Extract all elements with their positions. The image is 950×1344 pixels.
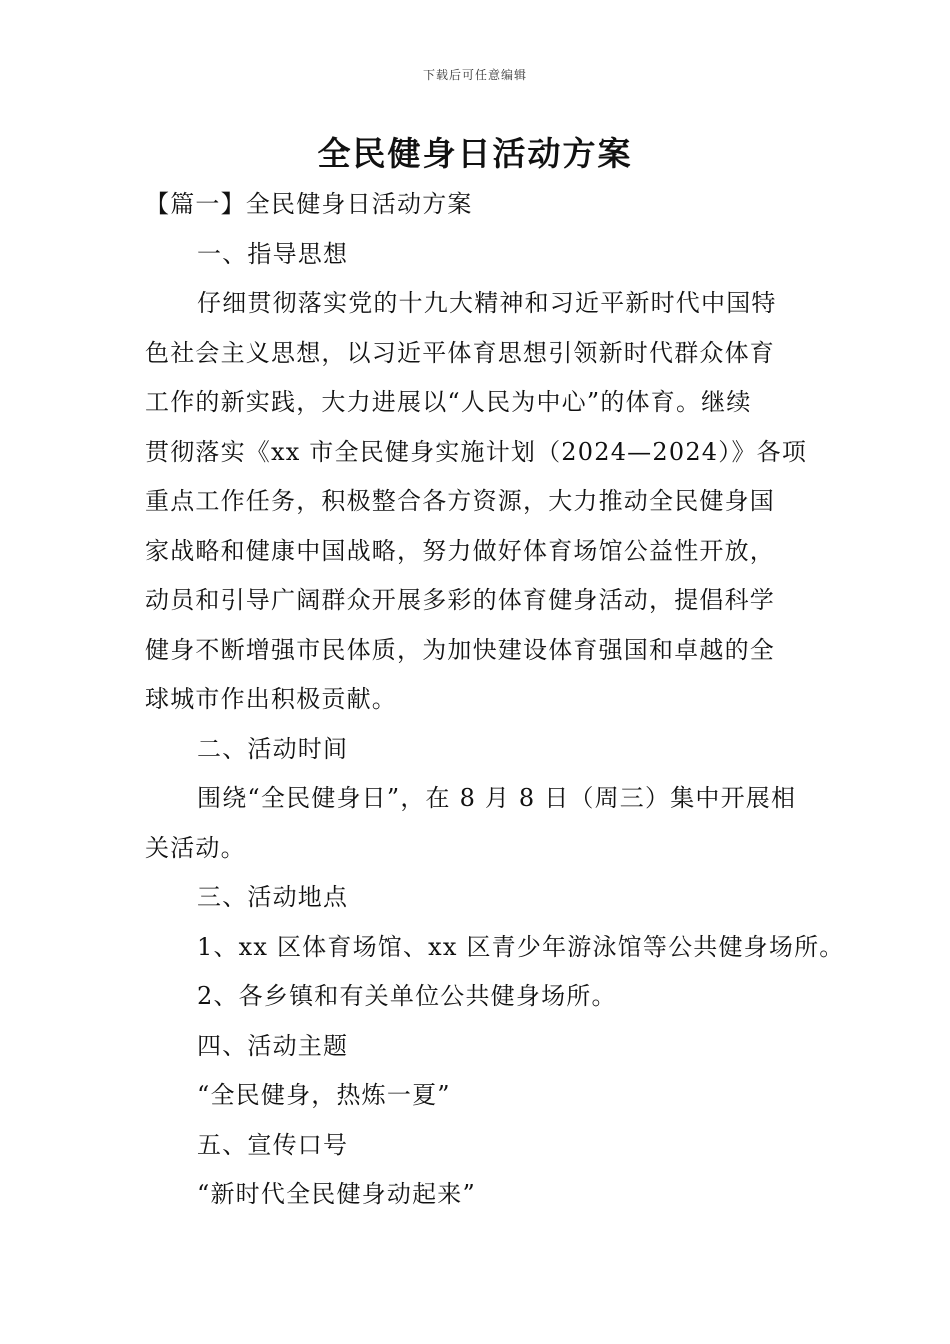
text-line: 1、xx 区体育场馆、xx 区青少年游泳馆等公共健身场所。 <box>197 932 845 961</box>
text-line: 围绕“全民健身日”，在 8 月 8 日（周三）集中开展相 <box>197 784 797 812</box>
text-line: 【篇一】全民健身日活动方案 <box>145 190 473 218</box>
document-title: 全民健身日活动方案 <box>317 134 633 173</box>
text-line: 三、活动地点 <box>197 883 349 911</box>
text-line: 关活动。 <box>145 833 246 862</box>
text-line: 球城市作出积极贡献。 <box>145 685 397 713</box>
text-line: 五、宣传口号 <box>197 1130 349 1159</box>
text-line: “全民健身，热炼一夏” <box>197 1081 451 1109</box>
text-line: 四、活动主题 <box>197 1031 349 1060</box>
document-body <box>145 180 845 1220</box>
text-line: 色社会主义思想，以习近平体育思想引领新时代群众体育 <box>145 338 775 367</box>
text-line: 工作的新实践，大力进展以“人民为中心”的体育。继续 <box>145 388 752 416</box>
text-line: 仔细贯彻落实党的十九大精神和习近平新时代中国特 <box>197 289 777 317</box>
text-line: 2、各乡镇和有关单位公共健身场所。 <box>197 982 617 1010</box>
text-line: “新时代全民健身动起来” <box>197 1180 476 1208</box>
text-line: 家战略和健康中国战略，努力做好体育场馆公益性开放， <box>145 536 775 565</box>
text-line: 健身不断增强市民体质，为加快建设体育强国和卓越的全 <box>145 635 775 664</box>
page-header-note: 下载后可任意编辑 <box>422 68 527 82</box>
text-line: 重点工作任务，积极整合各方资源，大力推动全民健身国 <box>145 487 775 515</box>
text-line: 一、指导思想 <box>197 239 349 268</box>
text-line: 二、活动时间 <box>197 734 349 763</box>
text-line: 贯彻落实《xx 市全民健身实施计划（2024—2024）》各项 <box>145 437 808 466</box>
text-line: 动员和引导广阔群众开展多彩的体育健身活动，提倡科学 <box>145 586 775 614</box>
